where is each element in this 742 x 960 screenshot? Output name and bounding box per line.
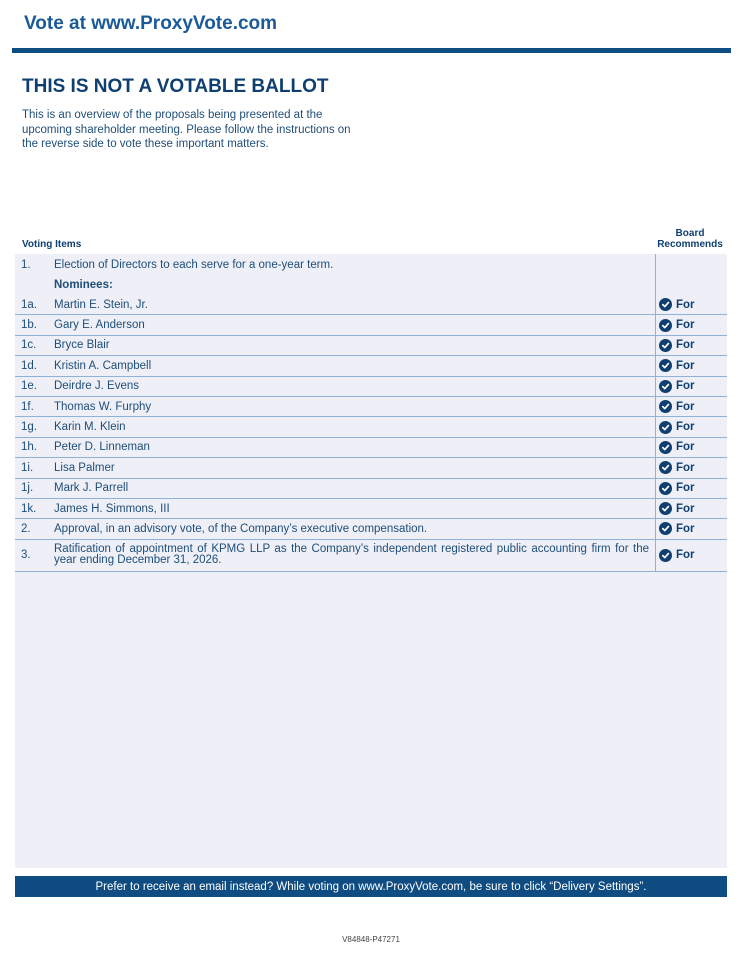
item-number: 1k. [21,502,37,515]
table-rows [15,295,727,572]
table-row [15,295,727,315]
recommend-cell [655,540,727,571]
item-number: 1i. [21,461,34,474]
recommend-cell [655,315,727,334]
item-cell [15,540,655,571]
item-cell [15,275,655,295]
ballot-heading: THIS IS NOT A VOTABLE BALLOT [22,76,329,97]
item-number: 3. [21,549,31,562]
item-text: Ratification of appointment of KPMG LLP as the Company’s independent registered public accounting firm for the year ending December 31, 2026. [54,542,649,567]
check-circle-icon [659,298,672,311]
recommend-cell [655,336,727,355]
item-number: 1e. [21,380,37,393]
recommendation-label: For [676,522,695,535]
item-text: Kristin A. Campbell [54,359,152,372]
header-title[interactable]: Vote at www.ProxyVote.com [24,13,278,34]
item-number: 1f. [21,400,34,413]
board-recommends-header [652,228,728,250]
table-row [15,458,727,478]
item-text: Thomas W. Furphy [54,400,152,413]
item-text: Bryce Blair [54,339,110,352]
check-circle-icon [659,380,672,393]
table-row [15,377,727,397]
recommendation-label: For [676,549,695,562]
check-circle-icon [659,359,672,372]
check-circle-icon [659,400,672,413]
item-cell [15,458,655,477]
item-text: Martin E. Stein, Jr. [54,298,148,311]
footer-message: Prefer to receive an email instead? While voting on www.ProxyVote.com, be sure to click “Delivery Settings”. [95,880,647,893]
item-text: Lisa Palmer [54,461,115,474]
check-circle-icon [659,441,672,454]
recommendation-label: For [676,441,695,454]
item-cell [15,519,655,538]
item-cell [15,499,655,518]
item-cell [15,438,655,457]
item-number: 1a. [21,298,37,311]
item-cell [15,356,655,375]
check-circle-icon [659,522,672,535]
table-row [15,519,727,539]
table-row-item-1 [15,254,727,275]
item-text: Mark J. Parrell [54,482,129,495]
check-circle-icon [659,421,672,434]
check-circle-icon [659,549,672,562]
table-row [15,499,727,519]
recommend-cell [655,519,727,538]
item-number: 2. [21,522,31,535]
recommendation-label: For [676,461,695,474]
recommend-cell [655,356,727,375]
check-circle-icon [659,461,672,474]
item-cell [15,479,655,498]
recommend-cell [655,397,727,416]
table-row [15,438,727,458]
item-number: 1g. [21,421,37,434]
item-number: 1d. [21,359,37,372]
item-number: 1c. [21,339,37,352]
recommendation-label: For [676,380,695,393]
item-number: 1b. [21,319,37,332]
check-circle-icon [659,502,672,515]
item-cell [15,417,655,436]
item-cell [15,295,655,314]
recommend-cell [655,295,727,314]
document-code: V84848-P47271 [342,935,400,944]
recommend-cell-empty [655,275,727,295]
table-row [15,315,727,335]
ballot-intro: This is an overview of the proposals being presented at the upcoming shareholder meeting. Please follow the instructions on the reverse side to vote these important matters. [22,109,351,150]
recommendation-label: For [676,319,695,332]
check-circle-icon [659,482,672,495]
voting-table [15,254,727,572]
item-cell [15,254,655,275]
recommend-cell [655,499,727,518]
recommend-cell [655,479,727,498]
header-divider [12,48,731,53]
recommendation-label: For [676,502,695,515]
item-number: 1h. [21,441,37,454]
table-row [15,336,727,356]
voting-panel [15,254,727,868]
check-circle-icon [659,319,672,332]
item-cell [15,336,655,355]
item-cell [15,397,655,416]
recommendation-label: For [676,298,695,311]
item-text: Deirdre J. Evens [54,380,140,393]
recommend-cell-empty [655,254,727,275]
table-row [15,356,727,376]
table-row [15,397,727,417]
recommendation-label: For [676,482,695,495]
table-row [15,479,727,499]
recommendation-label: For [676,339,695,352]
recommendation-label: For [676,359,695,372]
item-cell [15,377,655,396]
recommend-cell [655,377,727,396]
recommend-cell [655,417,727,436]
recommendation-label: For [676,400,695,413]
recommend-cell [655,458,727,477]
check-circle-icon [659,339,672,352]
table-row-nominees [15,275,727,295]
table-row [15,540,727,572]
recommend-cell [655,438,727,457]
board-recommends-line1: Board [675,228,705,239]
voting-items-header: Voting Items [22,239,82,250]
item-text: Election of Directors to each serve for a one-year term. [54,258,334,271]
item-cell [15,315,655,334]
item-number: 1. [21,258,31,271]
item-text: James H. Simmons, III [54,502,170,515]
item-text: Approval, in an advisory vote, of the Company’s executive compensation. [54,522,428,535]
board-recommends-line2: Recommends [657,239,723,250]
recommendation-label: For [676,421,695,434]
table-row [15,417,727,437]
item-text: Gary E. Anderson [54,319,145,332]
footer-banner [15,876,727,897]
item-text: Karin M. Klein [54,421,126,434]
item-number: 1j. [21,482,34,495]
nominees-label: Nominees: [54,279,113,291]
item-text: Peter D. Linneman [54,441,150,454]
